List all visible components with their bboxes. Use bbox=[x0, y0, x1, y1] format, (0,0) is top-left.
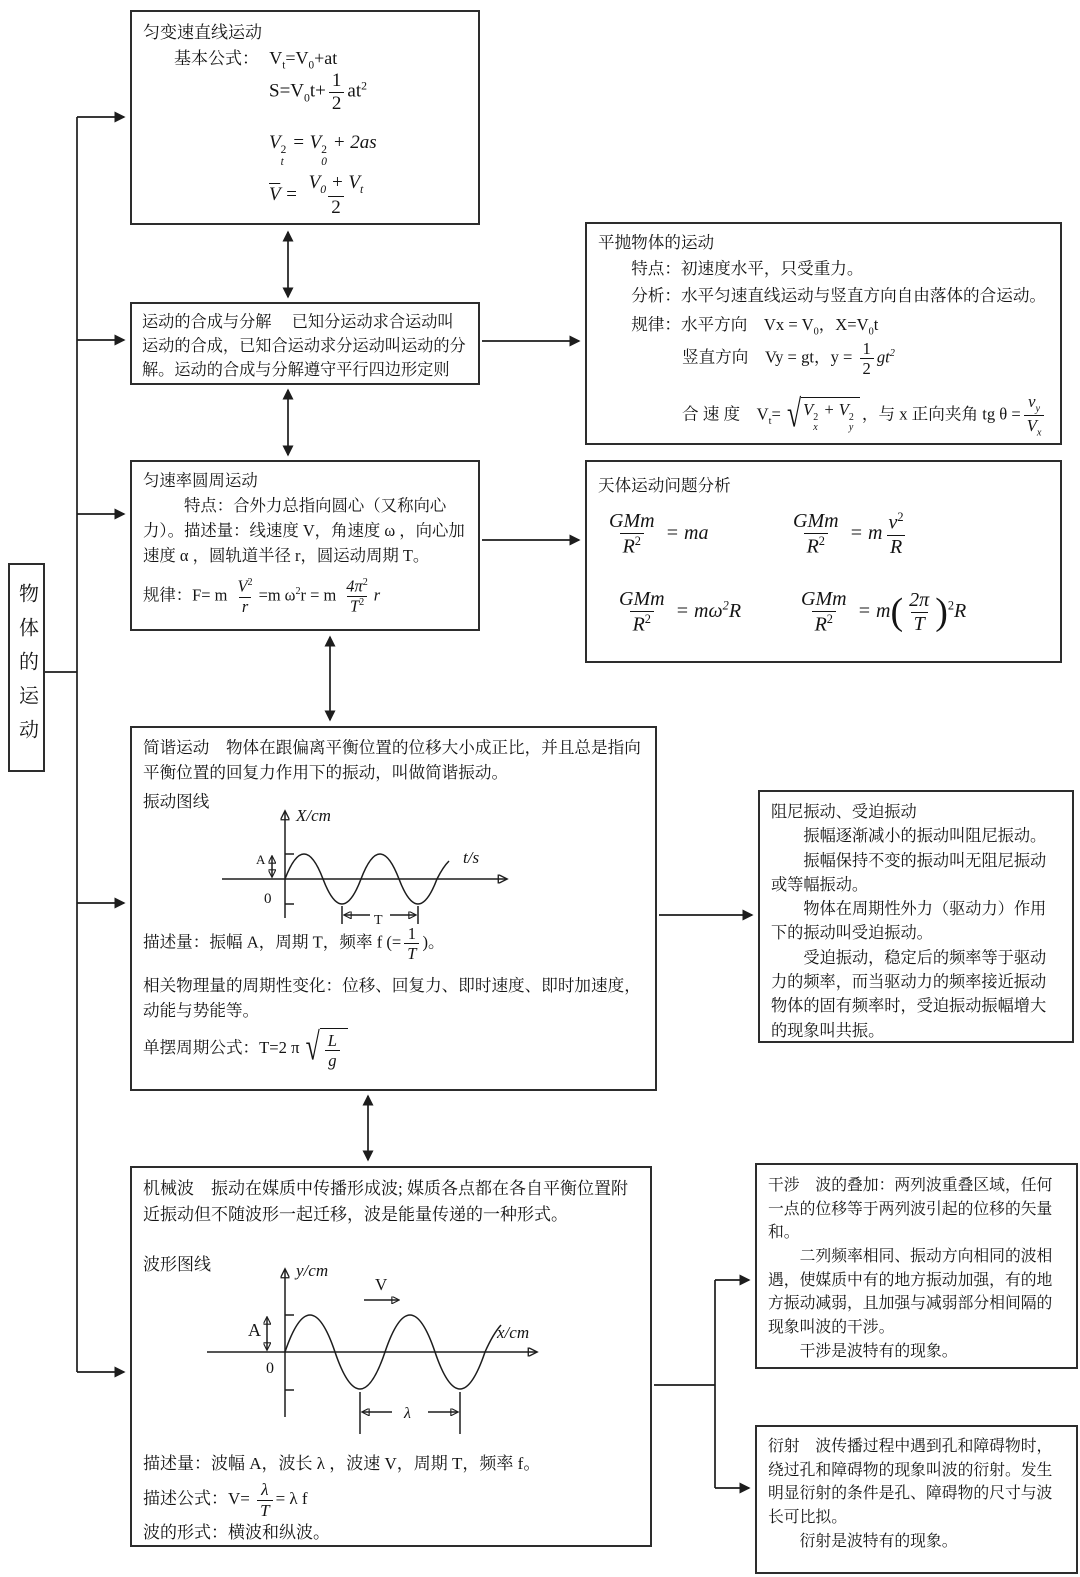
circular-feature: 特点：合外力总指向圆心（又称向心力）。 bbox=[143, 496, 447, 540]
wav-y-axis-label: y/cm bbox=[296, 1261, 329, 1280]
wav-origin-label: 0 bbox=[266, 1360, 274, 1377]
wav-lambda-label: λ bbox=[404, 1405, 411, 1422]
box-diffraction bbox=[755, 1425, 1078, 1574]
interference-p3: 干涉是波特有的现象。 bbox=[799, 1342, 958, 1360]
waveform-graph bbox=[192, 1256, 552, 1441]
box-composition bbox=[130, 302, 480, 385]
box-wave bbox=[130, 1166, 652, 1547]
box-kinematics bbox=[130, 10, 480, 225]
composition-text: 运动的合成与分解 已知分运动求合运动叫运动的合成，已知合运动求分运动叫运动的分解。运动的合成与分解遵守平行四边形定则 bbox=[142, 313, 466, 379]
wav-velocity-label: V bbox=[375, 1275, 388, 1294]
damped-title: 阻尼振动、受迫振动 bbox=[771, 803, 917, 821]
celestial-formula-1: $\frac{\text{GMm}}{R^2}$ = ma bbox=[609, 510, 709, 558]
interference-p1: 干涉 波的叠加：两列波重叠区域，任何一点的位移等于两列波引起的位移的矢量和。 bbox=[768, 1177, 1053, 1242]
box-circular bbox=[130, 460, 480, 631]
vib-origin-label: 0 bbox=[264, 891, 272, 907]
circular-title: 匀速率圆周运动 bbox=[143, 471, 258, 490]
shm-periodic: 相关物理量的周期性变化：位移、回复力、即时速度、即时加速度，动能与势能等。 bbox=[143, 976, 641, 1020]
damped-p1: 振幅逐渐减小的振动叫阻尼振动。 bbox=[803, 827, 1047, 846]
projectile-analysis: 分析：水平匀速直线运动与竖直方向自由落体的合运动。 bbox=[631, 286, 1047, 305]
formula-vt: $V_t=V_0+at$ bbox=[269, 48, 338, 72]
wav-x-axis-label: x/cm bbox=[497, 1323, 530, 1342]
box-projectile bbox=[585, 222, 1062, 445]
shm-intro: 简谐运动 物体在跟偏离平衡位置的位移大小成正比，并且总是指向平衡位置的回复力作用下的振动，叫做简谐振动。 bbox=[143, 738, 641, 782]
formula-average-velocity: $\overline{V}$ = $\frac{V_0 + V_t}{2}$ bbox=[269, 172, 364, 219]
wave-intro: 机械波 振动在媒质中传播形成波; 媒质各点都在各自平衡位置附近振动但不随波形一起迁移，波是能量传递的一种形式。 bbox=[143, 1179, 628, 1224]
root-topic-label: 物体的运动 bbox=[15, 582, 38, 753]
kinematics-basic-label: 基本公式： bbox=[174, 49, 259, 68]
box-interference bbox=[755, 1163, 1078, 1369]
interference-p2: 二列频率相同、振动方向相同的波相遇，使媒质中有的地方振动加强，有的地方振动减弱，且加强与减弱部分相间隔的现象叫波的干涉。 bbox=[768, 1248, 1053, 1337]
shm-graph-label: 振动图线 bbox=[143, 792, 210, 811]
celestial-formula-4: $\frac{\text{GMm}}{R^2}$ = m( $\frac{2\pi}{T}$ )$^2$R bbox=[801, 588, 967, 636]
vibration-graph bbox=[212, 800, 532, 940]
root-topic-box bbox=[8, 563, 45, 772]
celestial-formula-3: $\frac{\text{GMm}}{R^2}$ = $m\omega^2R$ bbox=[619, 588, 742, 636]
wave-formula: 描述公式：V= $\frac{\lambda}{T}$ = λ f bbox=[143, 1480, 308, 1520]
projectile-resultant: 合 速 度 $V_t=$ √ V 2 x + V 2 y ，与 x 正向夹角 tg θ = $\frac{v_y}{V_x}$ bbox=[682, 392, 1047, 439]
projectile-feature: 特点：初速度水平，只受重力。 bbox=[631, 259, 864, 278]
shm-quantities: 描述量：振幅 A，周期 T，频率 f (= $\frac{1}{T}$ )。 bbox=[143, 924, 445, 964]
celestial-formula-2: $\frac{\text{GMm}}{R^2}$ = m $\frac{v^2}{R}$ bbox=[793, 510, 904, 558]
kinematics-basic-line bbox=[174, 44, 337, 72]
formula-v-squared: V 2 t = V 2 0 + 2as bbox=[269, 132, 377, 169]
vib-amplitude-label: A bbox=[256, 852, 266, 867]
kinematics-title: 匀变速直线运动 bbox=[143, 23, 262, 42]
diffraction-p2: 衍射是波特有的现象。 bbox=[799, 1532, 958, 1550]
projectile-vertical: 竖直方向 Vy = gt，y = $\frac{1}{2}$ $gt^2$ bbox=[682, 339, 895, 379]
vib-x-axis-label: t/s bbox=[463, 848, 480, 867]
box-celestial bbox=[585, 460, 1062, 663]
vib-period-label: T bbox=[374, 913, 383, 928]
box-damped bbox=[758, 790, 1074, 1043]
projectile-law: 规律：水平方向 $Vx = V_0$，$X=V_0t$ bbox=[631, 315, 879, 338]
wav-amplitude-label: A bbox=[248, 1320, 261, 1340]
damped-p3: 物体在周期性外力（驱动力）作用下的振动叫受迫振动。 bbox=[771, 900, 1047, 943]
box-shm bbox=[130, 726, 657, 1091]
projectile-title: 平抛物体的运动 bbox=[598, 233, 715, 252]
wave-quantities: 描述量：波幅 A，波长 λ ，波速 V，周期 T，频率 f。 bbox=[143, 1454, 541, 1473]
circular-quantities: 描述量：线速度 V，角速度 ω ，向心加速度 α ，圆轨道半径 r，圆运动周期 T。 bbox=[143, 521, 465, 565]
damped-p2: 振幅保持不变的振动叫无阻尼振动或等幅振动。 bbox=[771, 851, 1047, 894]
wave-forms: 波的形式：横波和纵波。 bbox=[143, 1523, 330, 1542]
circular-law-formula: 规律：F= m $\frac{V^2}{r}$ =m $\omega^2r = m$ $\frac{4\pi^2}{T^2}$ r bbox=[143, 576, 381, 616]
formula-displacement: $S=V_0t+$ $\frac{1}{2}$ $at^2$ bbox=[269, 70, 368, 114]
diffraction-p1: 衍射 波传播过程中遇到孔和障碍物时，绕过孔和障碍物的现象叫波的衍射。发生明显衍射的条件是孔、障碍物的尺寸与波长可比拟。 bbox=[768, 1438, 1053, 1527]
shm-pendulum-formula: 单摆周期公式：T=2 π √ $\frac{L}{g}$ bbox=[143, 1028, 350, 1070]
wave-graph-label: 波形图线 bbox=[143, 1255, 211, 1274]
damped-p4: 受迫振动，稳定后的频率等于驱动力的频率，而当驱动力的频率接近振动物体的固有频率时，受迫振动振幅增大的现象叫共振。 bbox=[771, 948, 1047, 1040]
vib-y-axis-label: X/cm bbox=[296, 806, 331, 825]
celestial-title: 天体运动问题分析 bbox=[598, 476, 731, 495]
